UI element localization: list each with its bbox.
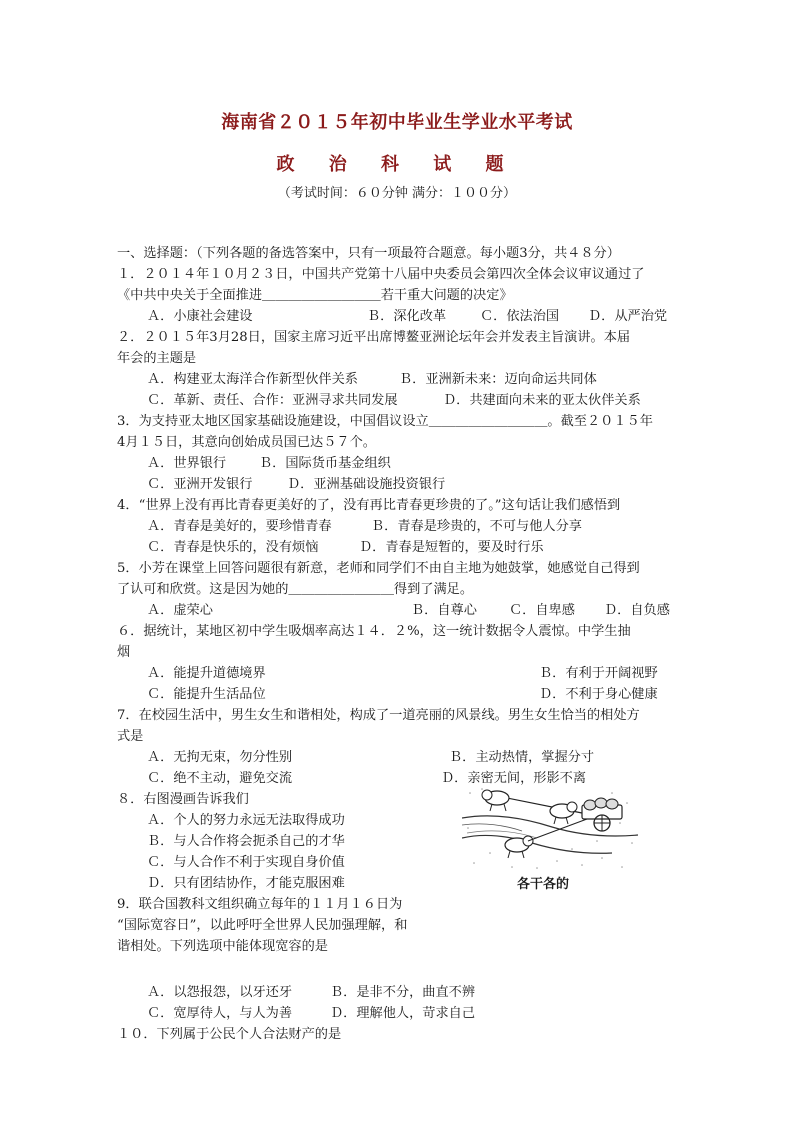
q1-option-a: Ａ．小康社会建设: [147, 309, 253, 324]
question-7-line-2: 式是: [117, 729, 144, 744]
comic-illustration: [462, 783, 638, 873]
q1-option-d: Ｄ．从严治党: [588, 309, 668, 324]
q8-option-d: Ｄ．只有团结协作，才能克服困难: [147, 876, 345, 891]
q8-option-c: Ｃ．与人合作不利于实现自身价值: [147, 855, 345, 870]
q1-option-b: Ｂ．深化改革: [367, 309, 447, 324]
question-3-line-2: 4月１５日，其意向创始成员国已达５７个。: [117, 435, 376, 450]
question-10-line-1: １０．下列属于公民个人合法财产的是: [117, 1027, 342, 1042]
subject-title: 政 治 科 试 题: [276, 154, 518, 175]
question-4-line-1: 4．“世界上没有再比青春更美好的了，没有再比青春更珍贵的了。”这句话让我们感悟到: [117, 498, 621, 513]
q6-option-d: Ｄ．不利于身心健康: [539, 687, 658, 702]
question-1-line-1: １．２０１４年１０月２３日，中国共产党第十八届中央委员会第四次全体会议审议通过了: [117, 267, 645, 282]
q5-option-a: Ａ．虚荣心: [147, 603, 213, 618]
q2-option-d: Ｄ．共建面向未来的亚太伙伴关系: [443, 393, 641, 408]
q5-option-c: Ｃ．自卑感: [509, 603, 575, 618]
q9-option-b: Ｂ．是非不分，曲直不辨: [330, 985, 476, 1000]
q5-option-d: Ｄ．自负感: [604, 603, 670, 618]
q7-option-d: Ｄ．亲密无间，形影不离: [441, 771, 587, 786]
question-2-line-2: 年会的主题是: [117, 351, 197, 366]
question-8-line-1: ８．右图漫画告诉我们: [117, 792, 249, 807]
question-9-line-1: 9．联合国教科文组织确立每年的１１月１６日为: [117, 897, 403, 912]
q4-option-d: Ｄ．青春是短暂的，要及时行乐: [359, 540, 544, 555]
q2-option-b: Ｂ．亚洲新未来：迈向命运共同体: [399, 372, 597, 387]
animal-figure-icon-2: [550, 802, 577, 824]
question-1-line-2: 《中共中央关于全面推进＿＿＿＿＿＿＿＿＿若干重大问题的决定》: [117, 288, 513, 303]
q3-option-b: Ｂ．国际货币基金组织: [259, 456, 391, 471]
q8-option-b: Ｂ．与人合作将会扼杀自己的才华: [147, 834, 345, 849]
q4-option-a: Ａ．青春是美好的，要珍惜青春: [147, 519, 332, 534]
q3-option-c: Ｃ．亚洲开发银行: [147, 477, 253, 492]
question-6-line-2: 烟: [117, 645, 131, 660]
q9-option-c: Ｃ．宽厚待人，与人为善: [147, 1006, 293, 1021]
q4-option-b: Ｂ．青春是珍贵的，不可与他人分享: [371, 519, 582, 534]
q6-option-c: Ｃ．能提升生活品位: [147, 687, 266, 702]
q2-option-a: Ａ．构建亚太海洋合作新型伙伴关系: [147, 372, 358, 387]
q3-option-a: Ａ．世界银行: [147, 456, 227, 471]
question-9-line-2: “国际宽容日”，以此呼吁全世界人民加强理解，和: [117, 918, 408, 933]
animal-figure-icon-3: [505, 836, 533, 858]
q3-option-d: Ｄ．亚洲基础设施投资银行: [287, 477, 446, 492]
question-7-line-1: 7．在校园生活中，男生女生和谐相处，构成了一道亮丽的风景线。男生女生恰当的相处方: [117, 708, 640, 723]
q4-option-c: Ｃ．青春是快乐的，没有烦恼: [147, 540, 319, 555]
question-3-line-1: 3．为支持亚太地区国家基础设施建设，中国倡议设立＿＿＿＿＿＿＿＿＿。截至２０１５年: [117, 414, 653, 429]
comic-caption: 各干各的: [517, 877, 570, 892]
section-heading: 一、选择题：（下列各题的备选答案中，只有一项最符合题意。每小题3分，共４８分）: [117, 246, 620, 261]
animal-figure-icon: [482, 790, 509, 811]
exam-info: （考试时间：６０分钟 满分：１００分）: [277, 186, 517, 201]
q7-option-a: Ａ．无拘无束，勿分性别: [147, 750, 293, 765]
exam-title: 海南省２０１５年初中毕业生学业水平考试: [221, 112, 573, 133]
q7-option-b: Ｂ．主动热情，掌握分寸: [449, 750, 595, 765]
q9-option-a: Ａ．以怨报怨，以牙还牙: [147, 985, 293, 1000]
question-5-line-1: 5．小芳在课堂上回答问题很有新意，老师和同学们不由自主地为她鼓掌，她感觉自己得到: [117, 561, 640, 576]
question-9-line-3: 谐相处。下列选项中能体现宽容的是: [117, 939, 328, 954]
q6-option-b: Ｂ．有利于开阔视野: [539, 666, 658, 681]
q6-option-a: Ａ．能提升道德境界: [147, 666, 266, 681]
question-6-line-1: ６．据统计，某地区初中学生吸烟率高达１４．２%，这一统计数据令人震惊。中学生抽: [117, 624, 631, 639]
q5-option-b: Ｂ．自尊心: [411, 603, 477, 618]
q7-option-c: Ｃ．绝不主动，避免交流: [147, 771, 293, 786]
question-2-line-1: ２．２０１５年3月28日，国家主席习近平出席博鳌亚洲论坛年会并发表主旨演讲。本届: [117, 330, 631, 345]
q9-option-d: Ｄ．理解他人，苛求自己: [330, 1006, 476, 1021]
q1-option-c: Ｃ．依法治国: [480, 309, 560, 324]
question-5-line-2: 了认可和欣赏。这是因为她的＿＿＿＿＿＿＿＿得到了满足。: [117, 582, 474, 597]
q2-option-c: Ｃ．革新、责任、合作：亚洲寻求共同发展: [147, 393, 398, 408]
q8-option-a: Ａ．个人的努力永远无法取得成功: [147, 813, 345, 828]
